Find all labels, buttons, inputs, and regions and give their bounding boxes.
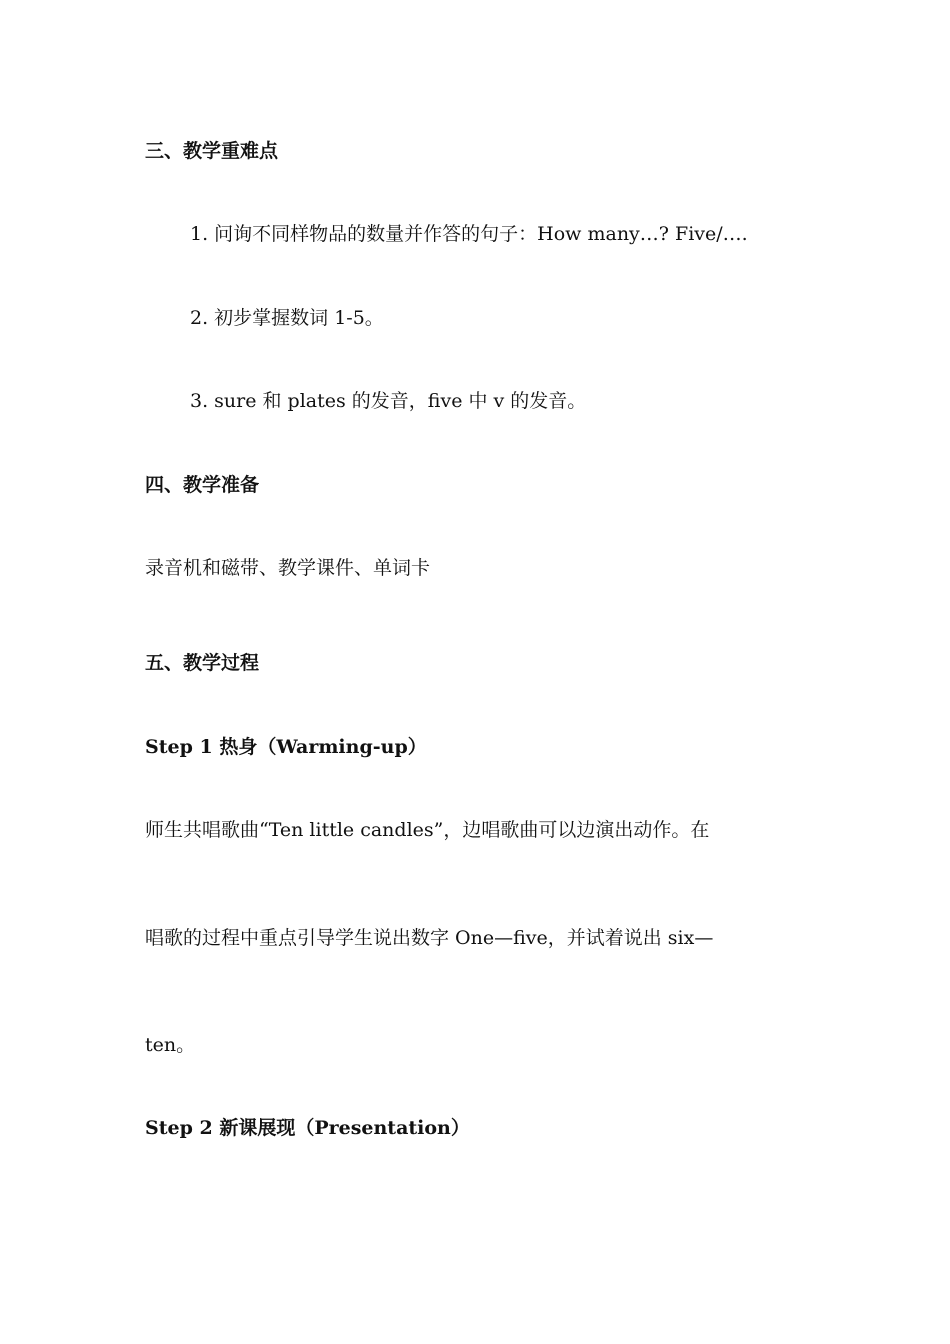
step1-paragraph-line-2: 唱歌的过程中重点引导学生说出数字 One—five，并试着说出 six— — [145, 927, 714, 949]
step1-paragraph-line-3: ten。 — [145, 1034, 196, 1056]
step2-heading: Step 2 新课展现（Presentation） — [145, 1117, 470, 1139]
preparation-text: 录音机和磁带、教学课件、单词卡 — [145, 557, 431, 579]
key-point-item-2: 2. 初步掌握数词 1-5。 — [190, 307, 384, 329]
section-heading-process: 五、教学过程 — [145, 652, 260, 674]
key-point-item-1: 1. 问询不同样物品的数量并作答的句子：How many…? Five/…. — [190, 223, 748, 245]
section-heading-key-points: 三、教学重难点 — [145, 140, 279, 162]
step1-paragraph-line-1: 师生共唱歌曲“Ten little candles”，边唱歌曲可以边演出动作。在 — [145, 819, 710, 841]
key-point-item-3: 3. sure 和 plates 的发音，five 中 v 的发音。 — [190, 390, 587, 412]
section-heading-preparation: 四、教学准备 — [145, 474, 260, 496]
step1-heading: Step 1 热身（Warming-up） — [145, 736, 427, 758]
